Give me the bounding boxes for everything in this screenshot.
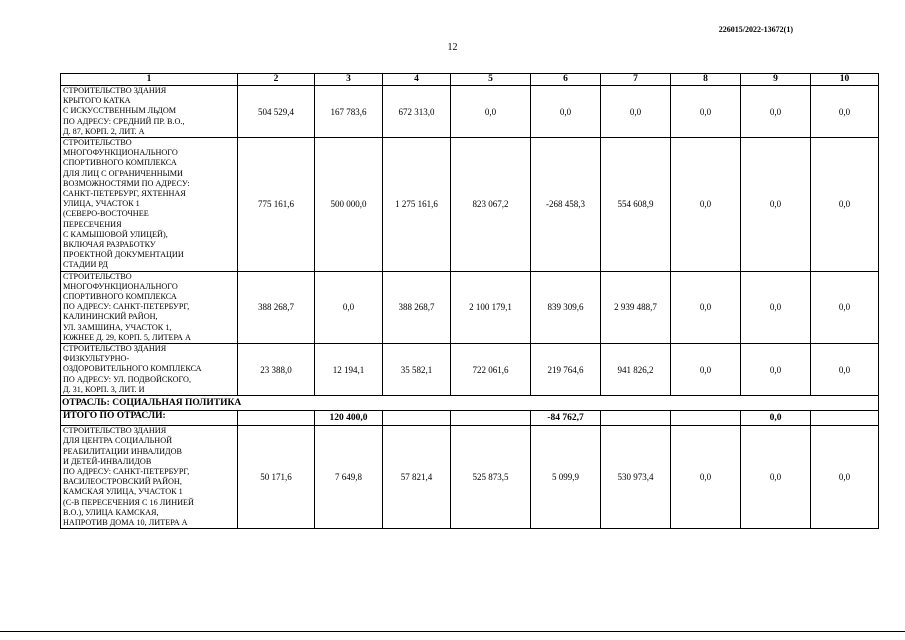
- page-number: 12: [447, 42, 458, 53]
- value-cell: 0,0: [315, 271, 383, 343]
- total-value-cell: [383, 411, 451, 426]
- column-header: 1: [61, 74, 238, 86]
- value-cell: 0,0: [741, 271, 811, 343]
- value-cell: 0,0: [671, 271, 741, 343]
- value-cell: 0,0: [741, 138, 811, 272]
- value-cell: 2 100 179,1: [451, 271, 531, 343]
- value-cell: 839 309,6: [531, 271, 601, 343]
- value-cell: 672 313,0: [383, 86, 451, 138]
- column-header: 4: [383, 74, 451, 86]
- value-cell: 941 826,2: [601, 344, 671, 396]
- total-value-cell: [811, 411, 879, 426]
- value-cell: 0,0: [671, 344, 741, 396]
- total-value-cell: [671, 411, 741, 426]
- value-cell: 722 061,6: [451, 344, 531, 396]
- value-cell: 2 939 488,7: [601, 271, 671, 343]
- value-cell: 775 161,6: [238, 138, 315, 272]
- value-cell: 0,0: [741, 86, 811, 138]
- table-row: [61, 138, 879, 272]
- value-cell: 35 582,1: [383, 344, 451, 396]
- value-cell: 23 388,0: [238, 344, 315, 396]
- value-cell: 0,0: [671, 426, 741, 529]
- table-row: [61, 344, 879, 396]
- total-value-cell: [601, 411, 671, 426]
- total-value-cell: 0,0: [741, 411, 811, 426]
- value-cell: 0,0: [811, 344, 879, 396]
- project-name-cell: СТРОИТЕЛЬСТВО ЗДАНИЯ ДЛЯ ЦЕНТРА СОЦИАЛЬНОЙ РЕАБИЛИТАЦИИ ИНВАЛИДОВ И ДЕТЕЙ-ИНВАЛИДОВ ПО АДРЕСУ: САНКТ-ПЕТЕРБУРГ, ВАСИЛЕОСТРОВСКИЙ РАЙОН, КАМСКАЯ УЛИЦА, УЧАСТОК 1 (С-В ПЕРЕСЕЧЕНИЯ С 16 ЛИНИЕЙ В.О.), УЛИЦА КАМСКАЯ, НАПРОТИВ ДОМА 10, ЛИТЕРА А: [61, 426, 238, 529]
- column-header: 10: [811, 74, 879, 86]
- project-name-cell: СТРОИТЕЛЬСТВО ЗДАНИЯ КРЫТОГО КАТКА С ИСКУССТВЕННЫМ ЛЬДОМ ПО АДРЕСУ: СРЕДНИЙ ПР. В.О., Д. 87, КОРП. 2, ЛИТ. А: [61, 86, 238, 138]
- total-label: ИТОГО ПО ОТРАСЛИ:: [61, 411, 238, 426]
- value-cell: 1 275 161,6: [383, 138, 451, 272]
- value-cell: 219 764,6: [531, 344, 601, 396]
- total-value-cell: 120 400,0: [315, 411, 383, 426]
- value-cell: 500 000,0: [315, 138, 383, 272]
- value-cell: 50 171,6: [238, 426, 315, 529]
- value-cell: 0,0: [741, 344, 811, 396]
- value-cell: 0,0: [451, 86, 531, 138]
- column-header: 9: [741, 74, 811, 86]
- project-name-cell: СТРОИТЕЛЬСТВО ЗДАНИЯ ФИЗКУЛЬТУРНО- ОЗДОРОВИТЕЛЬНОГО КОМПЛЕКСА ПО АДРЕСУ: УЛ. ПОДВОЙСКОГО, Д. 31, КОРП. 3, ЛИТ. И: [61, 344, 238, 396]
- column-header: 5: [451, 74, 531, 86]
- value-cell: 530 973,4: [601, 426, 671, 529]
- value-cell: 0,0: [811, 138, 879, 272]
- value-cell: 823 067,2: [451, 138, 531, 272]
- column-header: 2: [238, 74, 315, 86]
- value-cell: 0,0: [601, 86, 671, 138]
- value-cell: -268 458,3: [531, 138, 601, 272]
- header-row: [61, 74, 879, 86]
- total-value-cell: -84 762,7: [531, 411, 601, 426]
- total-value-cell: [451, 411, 531, 426]
- section-row: [61, 396, 879, 411]
- value-cell: 57 821,4: [383, 426, 451, 529]
- table-row: [61, 426, 879, 529]
- table-row: [61, 271, 879, 343]
- bottom-rule: [0, 631, 905, 632]
- budget-table: [60, 73, 879, 529]
- value-cell: 0,0: [671, 86, 741, 138]
- value-cell: 0,0: [741, 426, 811, 529]
- value-cell: 0,0: [811, 271, 879, 343]
- value-cell: 167 783,6: [315, 86, 383, 138]
- value-cell: 388 268,7: [383, 271, 451, 343]
- value-cell: 0,0: [811, 426, 879, 529]
- value-cell: 525 873,5: [451, 426, 531, 529]
- column-header: 7: [601, 74, 671, 86]
- project-name-cell: СТРОИТЕЛЬСТВО МНОГОФУНКЦИОНАЛЬНОГО СПОРТИВНОГО КОМПЛЕКСА ПО АДРЕСУ: САНКТ-ПЕТЕРБУРГ, КАЛИНИНСКИЙ РАЙОН, УЛ. ЗАМШИНА, УЧАСТОК 1, ЮЖНЕЕ Д. 29, КОРП. 5, ЛИТЕРА А: [61, 271, 238, 343]
- table-row: [61, 86, 879, 138]
- value-cell: 554 608,9: [601, 138, 671, 272]
- value-cell: 0,0: [811, 86, 879, 138]
- value-cell: 504 529,4: [238, 86, 315, 138]
- column-header: 6: [531, 74, 601, 86]
- value-cell: 7 649,8: [315, 426, 383, 529]
- total-row: [61, 411, 879, 426]
- value-cell: 388 268,7: [238, 271, 315, 343]
- document-id: 226015/2022-13672(1): [718, 25, 793, 34]
- project-name-cell: СТРОИТЕЛЬСТВО МНОГОФУНКЦИОНАЛЬНОГО СПОРТИВНОГО КОМПЛЕКСА ДЛЯ ЛИЦ С ОГРАНИЧЕННЫМИ ВОЗМОЖНОСТЯМИ ПО АДРЕСУ: САНКТ-ПЕТЕРБУРГ, ЯХТЕННАЯ УЛИЦА, УЧАСТОК 1 (СЕВЕРО-ВОСТОЧНЕЕ ПЕРЕСЕЧЕНИЯ С КАМЫШОВОЙ УЛИЦЕЙ), ВКЛЮЧАЯ РАЗРАБОТКУ ПРОЕКТНОЙ ДОКУМЕНТАЦИИ СТАДИИ РД: [61, 138, 238, 272]
- value-cell: 5 099,9: [531, 426, 601, 529]
- total-value-cell: [238, 411, 315, 426]
- column-header: 3: [315, 74, 383, 86]
- column-header: 8: [671, 74, 741, 86]
- value-cell: 0,0: [531, 86, 601, 138]
- value-cell: 0,0: [671, 138, 741, 272]
- value-cell: 12 194,1: [315, 344, 383, 396]
- section-label: ОТРАСЛЬ: СОЦИАЛЬНАЯ ПОЛИТИКА: [61, 396, 879, 411]
